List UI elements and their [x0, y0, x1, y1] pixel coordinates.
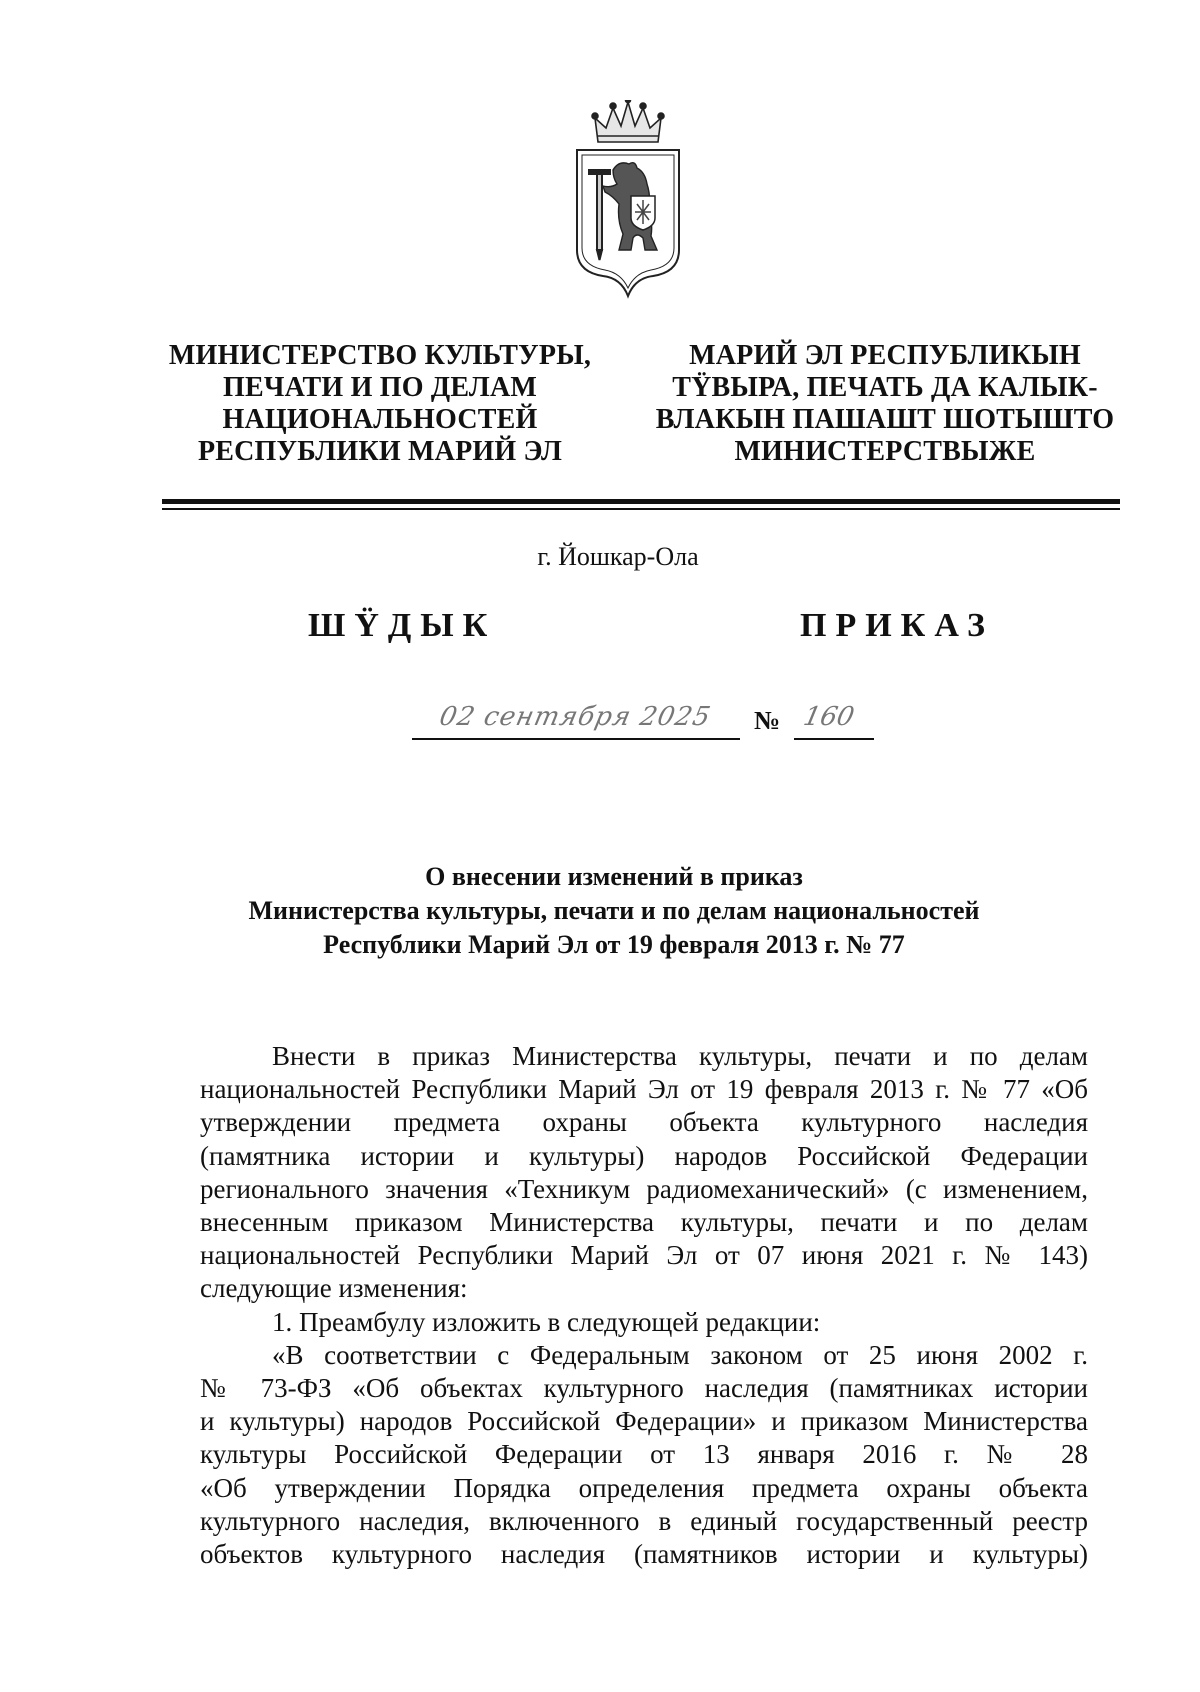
ministry-name-mari-line: МИНИСТЕРСТВЫЖЕ	[734, 436, 1036, 467]
ministry-name-russian-line: ПЕЧАТИ И ПО ДЕЛАМ	[222, 372, 538, 403]
body-line: внесенным приказом Министерства культуры, печати и по делам	[200, 1207, 1088, 1238]
ministry-name-russian	[160, 340, 600, 468]
ministry-name-russian-line: МИНИСТЕРСТВО КУЛЬТУРЫ,	[168, 340, 592, 371]
handwritten-number: 160	[800, 702, 857, 732]
ministry-name-mari	[650, 340, 1120, 468]
body-line: следующие изменения:	[200, 1273, 468, 1304]
number-sign: №	[754, 706, 781, 735]
document-type-mari: ШŸДЫК	[308, 607, 497, 644]
body-line: (памятника истории и культуры) народов Российской Федерации	[200, 1140, 1088, 1171]
subject-line: О внесении изменений в приказ	[425, 862, 803, 891]
document-body	[200, 1040, 1088, 1571]
city-name: г. Йошкар-Ола	[537, 542, 699, 571]
ministry-name-russian-line: НАЦИОНАЛЬНОСТЕЙ	[222, 404, 538, 435]
body-line: Внести в приказ Министерства культуры, печати и по делам	[272, 1041, 1088, 1071]
body-line: «В соответствии с Федеральным законом от 25 июня 2002 г.	[272, 1339, 1088, 1370]
body-line: объектов культурного наследия (памятников истории и культуры)	[200, 1539, 1088, 1570]
document-type-russian: ПРИКАЗ	[800, 607, 994, 644]
body-line: культуры Российской Федерации от 13 января 2016 г. № 28	[200, 1439, 1088, 1470]
ministry-name-mari-line: ВЛАКЫН ПАШАШТ ШОТЫШТО	[655, 404, 1115, 435]
coat-of-arms-emblem	[573, 100, 683, 300]
subject-line: Республики Марий Эл от 19 февраля 2013 г. № 77	[323, 930, 905, 959]
body-line: национальностей Республики Марий Эл от 19 февраля 2013 г. № 77 «Об	[200, 1074, 1088, 1105]
body-line: культурного наследия, включенного в единый государственный реестр	[200, 1505, 1088, 1536]
document-subject	[0, 860, 1200, 962]
ministry-name-mari-line: ТŸВЫРА, ПЕЧАТЬ ДА КАЛЫК-	[672, 372, 1098, 403]
number-underline	[794, 738, 874, 740]
body-line: утверждении предмета охраны объекта культурного наследия	[200, 1107, 1088, 1138]
body-line: и культуры) народов Российской Федерации» и приказом Министерства	[200, 1406, 1088, 1437]
header-divider-thin	[162, 508, 1120, 510]
body-line: национальностей Республики Марий Эл от 07 июня 2021 г. № 143)	[200, 1240, 1088, 1271]
date-underline	[412, 738, 740, 740]
header-divider-thick	[162, 499, 1120, 504]
body-line: 1. Преамбулу изложить в следующей редакции:	[272, 1306, 821, 1337]
ministry-name-russian-line: РЕСПУБЛИКИ МАРИЙ ЭЛ	[197, 436, 563, 467]
ministry-name-mari-line: МАРИЙ ЭЛ РЕСПУБЛИКЫН	[689, 340, 1081, 371]
body-line: регионального значения «Техникум радиомеханический» (с изменением,	[200, 1173, 1088, 1204]
handwritten-date: 02 сентября 2025	[436, 702, 714, 732]
body-line: № 73-ФЗ «Об объектах культурного наследия (памятниках истории	[200, 1373, 1088, 1404]
subject-line: Министерства культуры, печати и по делам национальностей	[248, 896, 980, 925]
body-line: «Об утверждении Порядка определения предмета охраны объекта	[200, 1472, 1088, 1503]
